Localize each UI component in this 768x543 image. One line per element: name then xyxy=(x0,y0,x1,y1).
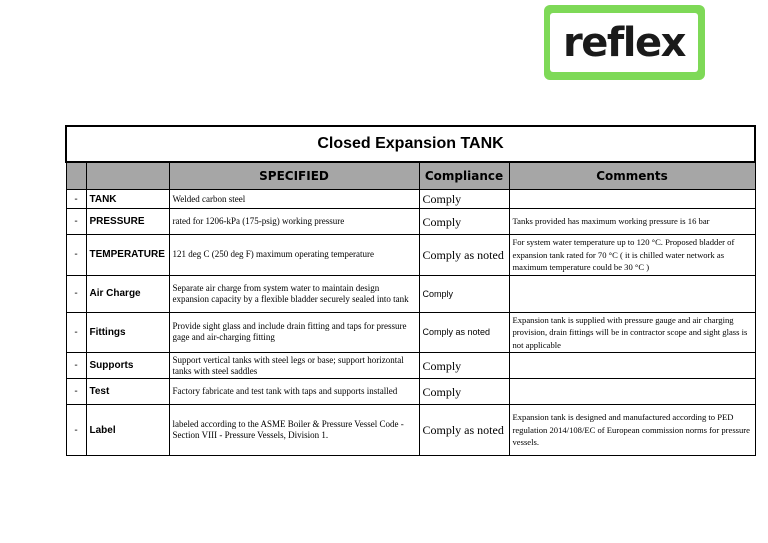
header-comments: Comments xyxy=(509,162,755,190)
table-title: Closed Expansion TANK xyxy=(66,126,755,162)
row-item: Test xyxy=(86,379,169,405)
row-specified: 121 deg C (250 deg F) maximum operating temperature xyxy=(169,235,419,276)
table-row xyxy=(66,190,755,209)
row-compliance: Comply xyxy=(419,379,509,405)
header-compliance: Compliance xyxy=(419,162,509,190)
table-row xyxy=(66,379,755,405)
logo-plate xyxy=(550,13,698,72)
row-comments xyxy=(509,353,755,379)
row-compliance: Comply xyxy=(419,190,509,209)
row-comments: For system water temperature up to 120 °C. Proposed bladder of expansion tank rated for 70 °C ( it is chilled water network as maximum temperature could be 30 °C ) xyxy=(509,235,755,276)
table-row xyxy=(66,275,755,312)
row-specified: Support vertical tanks with steel legs or base; support horizontal tanks with steel saddles xyxy=(169,353,419,379)
row-specified: Provide sight glass and include drain fitting and taps for pressure gage and air-charging fitting xyxy=(169,312,419,353)
row-item: PRESSURE xyxy=(86,209,169,235)
row-item: Fittings xyxy=(86,312,169,353)
row-specified: Welded carbon steel xyxy=(169,190,419,209)
table-row xyxy=(66,405,755,456)
row-item: Supports xyxy=(86,353,169,379)
row-compliance: Comply as noted xyxy=(419,235,509,276)
header-specified: SPECIFIED xyxy=(169,162,419,190)
row-compliance: Comply as noted xyxy=(419,312,509,353)
row-marker: - xyxy=(66,209,86,235)
reflex-logo xyxy=(544,5,705,80)
row-marker: - xyxy=(66,235,86,276)
row-marker: - xyxy=(66,275,86,312)
row-comments: Expansion tank is designed and manufactured according to PED regulation 2014/108/EC of European commission norms for pressure vessels. xyxy=(509,405,755,456)
table-row xyxy=(66,312,755,353)
row-item: TANK xyxy=(86,190,169,209)
row-marker: - xyxy=(66,405,86,456)
row-comments: Tanks provided has maximum working pressure is 16 bar xyxy=(509,209,755,235)
row-specified: Factory fabricate and test tank with taps and supports installed xyxy=(169,379,419,405)
row-compliance: Comply xyxy=(419,353,509,379)
row-marker: - xyxy=(66,190,86,209)
table-row xyxy=(66,209,755,235)
row-compliance: Comply xyxy=(419,275,509,312)
table-header-row xyxy=(66,162,755,190)
row-item: Air Charge xyxy=(86,275,169,312)
row-marker: - xyxy=(66,312,86,353)
header-item xyxy=(86,162,169,190)
row-comments xyxy=(509,275,755,312)
row-compliance: Comply as noted xyxy=(419,405,509,456)
row-marker: - xyxy=(66,379,86,405)
table-row xyxy=(66,353,755,379)
logo-text: reflex xyxy=(563,19,685,66)
row-comments xyxy=(509,379,755,405)
row-comments xyxy=(509,190,755,209)
expansion-tank-table xyxy=(65,125,756,456)
row-item: Label xyxy=(86,405,169,456)
row-comments: Expansion tank is supplied with pressure gauge and air charging provision, drain fittings will be in contractor scope and sight glass is not applicable xyxy=(509,312,755,353)
header-marker xyxy=(66,162,86,190)
row-specified: rated for 1206-kPa (175-psig) working pressure xyxy=(169,209,419,235)
row-marker: - xyxy=(66,353,86,379)
row-compliance: Comply xyxy=(419,209,509,235)
row-specified: labeled according to the ASME Boiler & Pressure Vessel Code - Section VIII - Pressure Vessels, Division 1. xyxy=(169,405,419,456)
row-specified: Separate air charge from system water to maintain design expansion capacity by a flexible bladder securely sealed into tank xyxy=(169,275,419,312)
row-item: TEMPERATURE xyxy=(86,235,169,276)
table-row xyxy=(66,235,755,276)
